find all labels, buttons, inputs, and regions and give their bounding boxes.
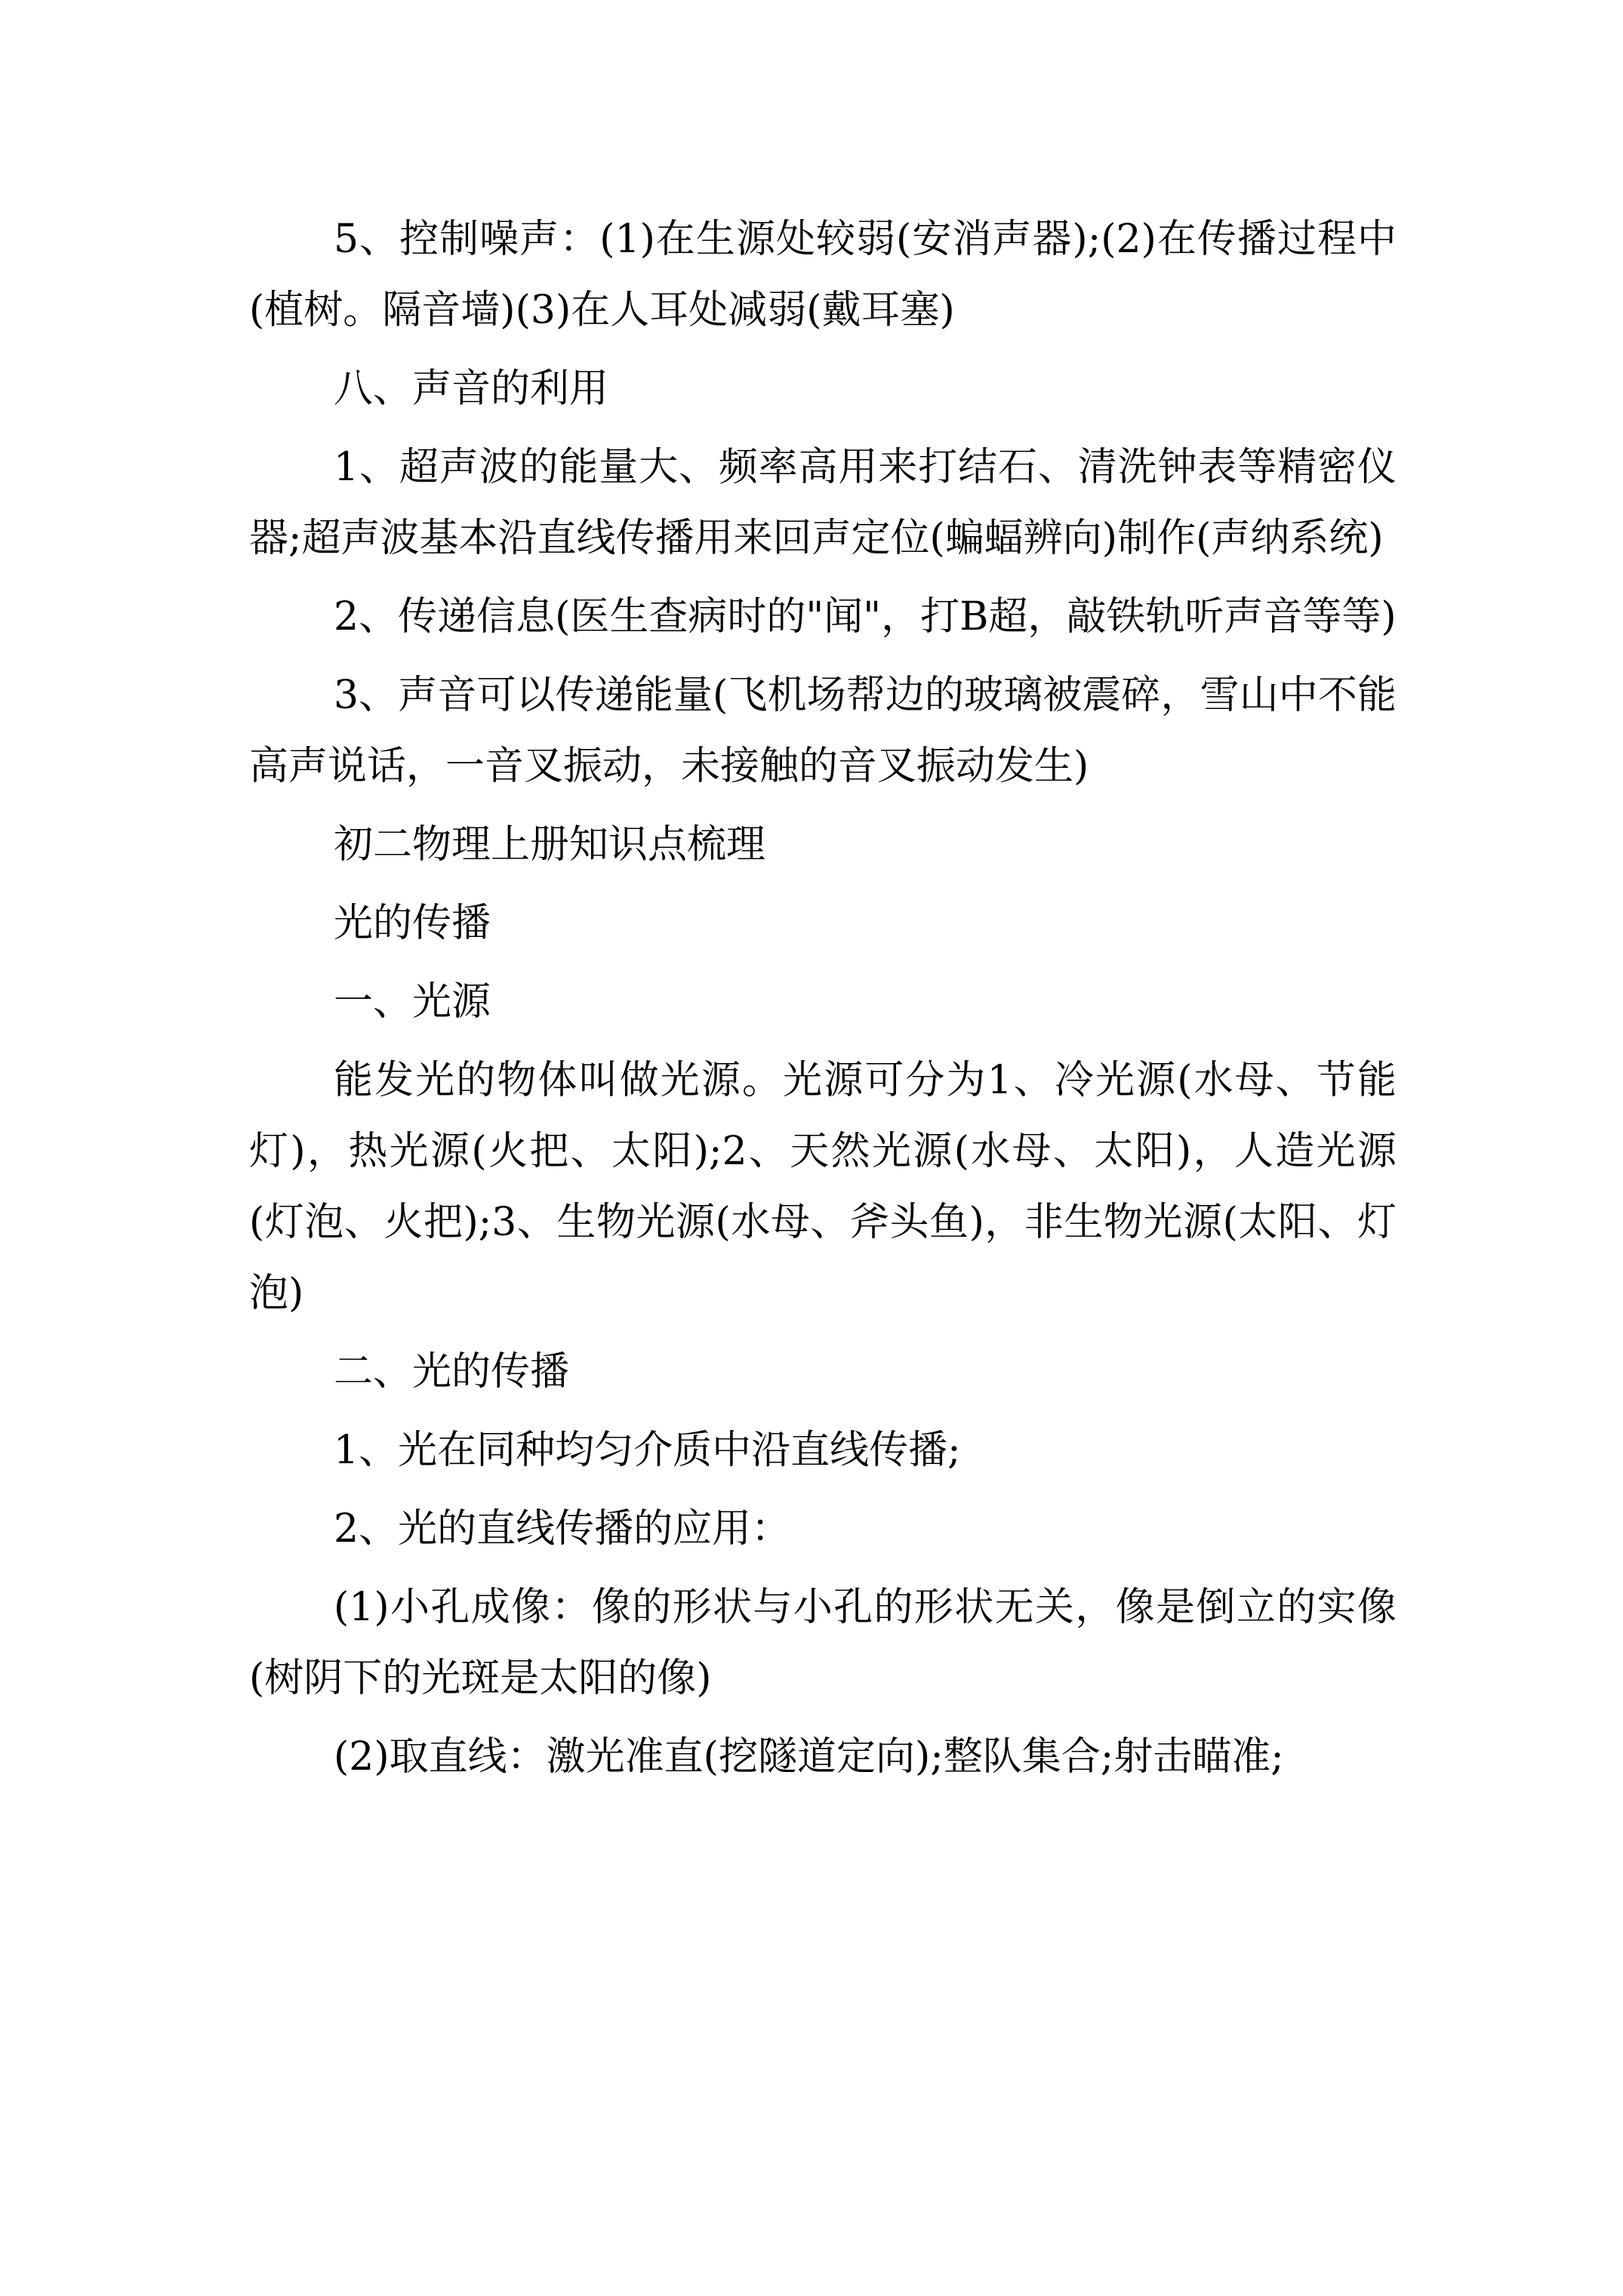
heading-light-propagation: 光的传播 (334, 901, 491, 946)
paragraph-straight-line-propagation: 1、光在同种均匀介质中沿直线传播; (334, 1428, 961, 1473)
paragraph-transmit-energy: 3、声音可以传递能量(飞机场帮边的玻璃被震碎，雪山中不能高声说话，一音叉振动，未接触的音叉振动发生) (249, 673, 1397, 789)
document-body (249, 204, 1397, 1800)
paragraph-applications-heading: 2、光的直线传播的应用： (334, 1506, 791, 1552)
heading-propagation-of-light: 二、光的传播 (334, 1349, 570, 1395)
paragraph-ultrasound: 1、超声波的能量大、频率高用来打结石、清洗钟表等精密仪器;超声波基本沿直线传播用来回声定位(蝙蝠辨向)制作(声纳系统) (249, 445, 1397, 561)
paragraph-light-source-definition: 能发光的物体叫做光源。光源可分为1、冷光源(水母、节能灯)，热光源(火把、太阳);2、天然光源(水母、太阳)，人造光源(灯泡、火把);3、生物光源(水母、斧头鱼)，非生物光源(太阳、灯泡) (249, 1058, 1397, 1316)
paragraph-straight-alignment: (2)取直线：激光准直(挖隧道定向);整队集合;射击瞄准; (334, 1734, 1284, 1780)
heading-light-source: 一、光源 (334, 979, 491, 1025)
heading-use-of-sound: 八、声音的利用 (334, 366, 609, 411)
paragraph-noise-control: 5、控制噪声：(1)在生源处较弱(安消声器);(2)在传播过程中(植树。隔音墙)(3)在人耳处减弱(戴耳塞) (249, 217, 1397, 333)
heading-physics-summary: 初二物理上册知识点梳理 (334, 822, 766, 868)
paragraph-transmit-information: 2、传递信息(医生查病时的"闻"，打B超，敲铁轨听声音等等) (334, 594, 1397, 639)
paragraph-pinhole-imaging: (1)小孔成像：像的形状与小孔的形状无关，像是倒立的实像(树阴下的光斑是太阳的像) (249, 1585, 1397, 1701)
